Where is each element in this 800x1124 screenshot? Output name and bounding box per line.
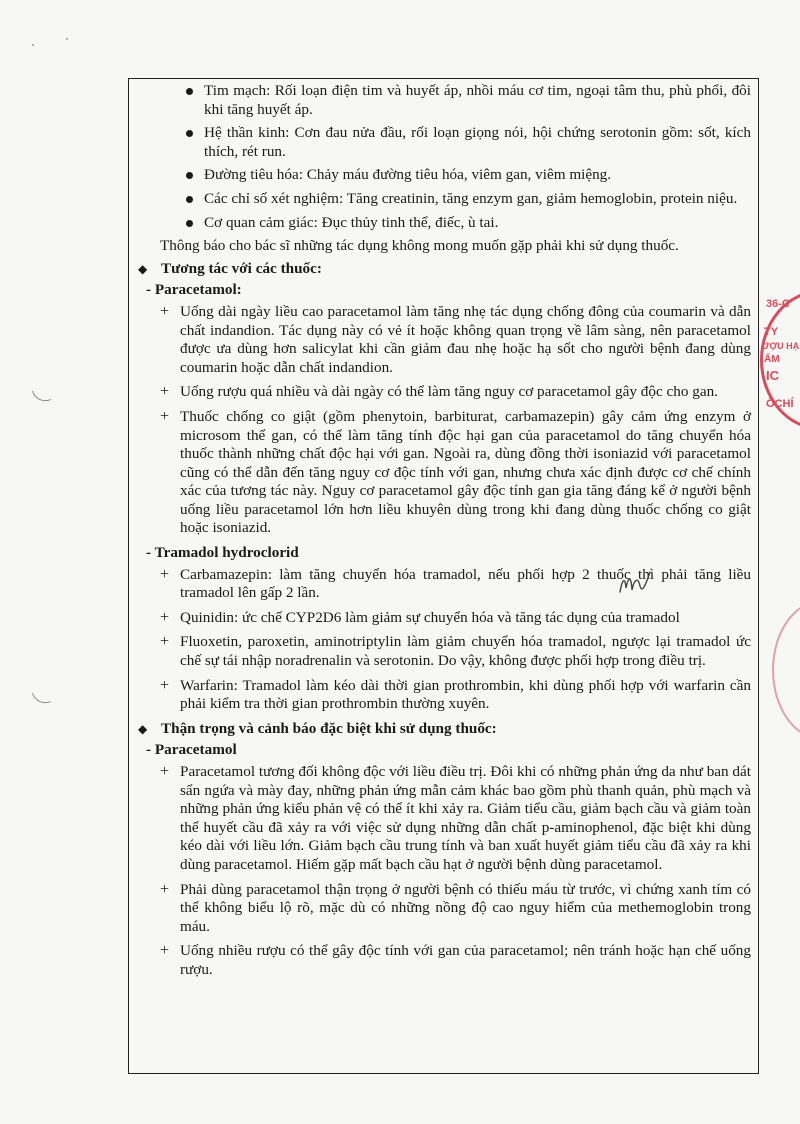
- subheading-paracetamol-precautions: - Paracetamol: [146, 741, 237, 759]
- section-heading-precautions: ◆ Thận trọng và cảnh báo đặc biệt khi sử dụng thuốc:: [136, 720, 751, 739]
- list-item: Đường tiêu hóa: Chảy máu đường tiêu hóa, viêm gan, viêm miệng.: [136, 166, 751, 185]
- faint-stamp-edge: [772, 600, 800, 740]
- list-item: Hệ thần kinh: Cơn đau nửa đầu, rối loạn giọng nói, hội chứng serotonin gồm: sốt, kích thích, rét run.: [136, 124, 751, 161]
- stamp-text: TY: [764, 326, 779, 338]
- stamp-text: IC: [766, 368, 779, 383]
- list-item: Tim mạch: Rối loạn điện tim và huyết áp, nhồi máu cơ tim, ngoại tâm thu, phù phổi, đôi khi tăng huyết áp.: [136, 82, 751, 119]
- side-effects-list: [136, 82, 751, 232]
- paracetamol-precautions-list: [136, 763, 751, 980]
- speck: [32, 44, 34, 46]
- list-item: + Thuốc chống co giật (gồm phenytoin, barbiturat, carbamazepin) gây cảm ứng enzym ở microsom thể gan, có thể làm tăng tính độc hại gan của paracetamol do tăng chuyển hóa thuốc thành những chất độc hại với gan. Ngoài ra, dùng đồng thời isoniazid với paracetamol cũng có thể dẫn đến tăng nguy cơ độc tính với gan, nhưng chưa xác định được cơ chế chính xác của tương tác này. Nguy cơ paracetamol gây độc tính gan gia tăng đáng kể ở người bệnh uống liều paracetamol lớn hơn liều khuyên dùng trong khi đang dùng thuốc chống co giật hoặc isoniazid.: [136, 408, 751, 538]
- list-item: + Fluoxetin, paroxetin, aminotriptylin làm giảm chuyển hóa tramadol, ngược lại tramadol ức chế sự tái nhập noradrenalin và serotonin. Do vậy, không được phối hợp trong điều trị.: [136, 633, 751, 670]
- list-item: + Quinidin: ức chế CYP2D6 làm giảm sự chuyển hóa và tăng tác dụng của tramadol: [136, 609, 751, 628]
- list-item: Cơ quan cảm giác: Đục thủy tinh thể, điếc, ù tai.: [136, 214, 751, 233]
- list-item: + Paracetamol tương đối không độc với liều điều trị. Đôi khi có những phản ứng da như ban dát sẩn ngứa và mày đay, những phản ứng mẫn cảm khác bao gồm phù thanh quản, phù mạch và những phản ứng kiểu phản vệ có thể ít khi xảy ra. Giảm tiểu cầu, giảm bạch cầu và giảm toàn thể huyết cầu đã xảy ra với việc sử dụng những dẫn chất p-aminophenol, đặc biệt khi dùng kéo dài với liều lớn. Giảm bạch cầu trung tính và ban xuất huyết giảm tiểu cầu đã xảy ra khi dùng paracetamol. Hiếm gặp mất bạch cầu hạt ở người bệnh dùng paracetamol.: [136, 763, 751, 875]
- punch-hole-mark: [32, 386, 51, 405]
- tramadol-interactions-list: [136, 566, 751, 714]
- speck: [66, 38, 68, 40]
- company-stamp: [760, 290, 800, 430]
- stamp-text: ẨM: [764, 354, 780, 365]
- subheading-tramadol-interactions: - Tramadol hydroclorid: [146, 544, 299, 562]
- list-item: + Uống nhiều rượu có thể gây độc tính với gan của paracetamol; nên tránh hoặc hạn chế uống rượu.: [136, 942, 751, 979]
- stamp-ring: [772, 600, 800, 740]
- list-item: + Warfarin: Tramadol làm kéo dài thời gian prothrombin, khi dùng phối hợp với warfarin cần phải kiểm tra thời gian prothrombin thường xuyên.: [136, 677, 751, 714]
- section-heading-interactions: ◆ Tương tác với các thuốc:: [136, 260, 751, 279]
- subheading-paracetamol-interactions: - Paracetamol:: [146, 281, 242, 299]
- list-item: Các chỉ số xét nghiệm: Tăng creatinin, tăng enzym gan, giảm hemoglobin, protein niệu.: [136, 190, 751, 209]
- doctor-notice: Thông báo cho bác sĩ những tác dụng không mong muốn gặp phải khi sử dụng thuốc.: [160, 237, 679, 255]
- list-item: + Phải dùng paracetamol thận trọng ở người bệnh có thiếu máu từ trước, vì chứng xanh tím có thể không biểu lộ rõ, mặc dù có những nồng độ cao nguy hiểm của methemoglobin trong máu.: [136, 881, 751, 937]
- stamp-text: 36-C: [766, 298, 790, 310]
- handwritten-initials: [616, 566, 656, 600]
- list-item: + Uống dài ngày liều cao paracetamol làm tăng nhẹ tác dụng chống đông của coumarin và dẫn chất indandion. Tác dụng này có vẻ ít hoặc không quan trọng về lâm sàng, nên paracetamol được ưa dùng hơn salicylat khi cần giảm đau nhẹ hoặc hạ sốt cho người bệnh đang dùng coumarin hoặc dẫn chất indandion.: [136, 303, 751, 377]
- stamp-text: ỐCHÍ: [766, 398, 794, 410]
- document-body: [136, 82, 751, 986]
- paracetamol-interactions-list: [136, 303, 751, 538]
- stamp-text: ƯỢU HẠ: [762, 341, 800, 351]
- list-item: + Uống rượu quá nhiều và dài ngày có thể làm tăng nguy cơ paracetamol gây độc cho gan.: [136, 383, 751, 402]
- punch-hole-mark: [32, 688, 51, 707]
- list-item: + Carbamazepin: làm tăng chuyển hóa tramadol, nếu phối hợp 2 thuốc thì phải tăng liều tramadol lên gấp 2 lần.: [136, 566, 751, 603]
